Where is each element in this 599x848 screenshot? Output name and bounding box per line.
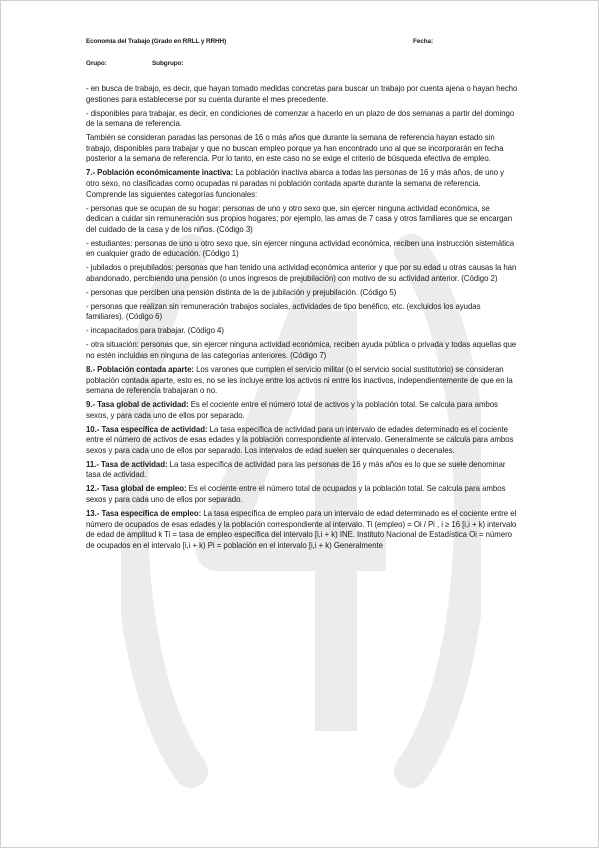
date-label: Fecha: [413, 38, 433, 45]
paragraph [86, 326, 518, 337]
paragraph-text: También se consideran paradas las personas de 16 o más años que durante la semana de referencia hayan estado sin trabajo, disponibles para trabajar y que no buscan empleo porque ya han encontrado uno al que se incorporarán en fecha posterior a la semana de referencia. Por lo tanto, en este caso no se exige el criterio de búsqueda efectiva de empleo. [86, 133, 504, 164]
paragraph-text: - otra situación: personas que, sin ejercer ninguna actividad económica, reciben ayuda pública o privada y todas aquellas que no estén incluidas en ninguna de las categorías anteriores. (Código 7) [86, 340, 517, 360]
paragraph [86, 425, 518, 457]
paragraph [86, 400, 518, 421]
paragraph-text: Es el cociente entre el número total de activos y la población total. Se calcula para ambos sexos, y para cada uno de ellos por separado. [86, 400, 498, 420]
paragraph [86, 460, 518, 481]
paragraph [86, 365, 518, 397]
paragraph-heading: 12.- Tasa global de empleo: [86, 484, 187, 494]
paragraph-text: - estudiantes: personas de uno u otro sexo que, sin ejercer ninguna actividad económica, reciben una instrucción sistemática en cualquier grado de educación. (Código 1) [86, 238, 515, 259]
document-body [86, 84, 518, 555]
paragraph-text: Los varones que cumplen el servicio militar (o el servicio social sustitutorio) se consideran población contada aparte, esto es, no se les incluye entre los activos ni entre los inactivos, independientemente de que en la semana de referencia trabajaran o no. [86, 364, 513, 396]
paragraph-heading: 11.- Tasa de actividad: [86, 459, 168, 469]
paragraph-heading: 8.- Población contada aparte: [86, 364, 194, 374]
course-title: Economía del Trabajo (Grado en RRLL y RRHH) [86, 38, 227, 45]
paragraph-heading: 9.- Tasa global de actividad: [86, 400, 189, 410]
paragraph [86, 168, 518, 200]
paragraph [86, 133, 518, 165]
paragraph-text: - personas que se ocupan de su hogar: personas de uno y otro sexo que, sin ejercer ninguna actividad económica, se dedican a cuidar sin remuneración sus propios hogares; por ejemplo, las amas de 7 casa y otros familiares que se encargan del cuidado de la casa y de los niños. (Código 3) [86, 203, 513, 234]
paragraph-text: - incapacitados para trabajar. (Código 4) [86, 326, 224, 336]
paragraph-heading: 10.- Tasa específica de actividad: [86, 424, 208, 434]
paragraph-text: - jubilados o prejubilados: personas que han tenido una actividad económica anterior y que por su edad u otras causas la han abandonado, percibiendo una pensión (o unos ingresos de prejubilación) con motivo de su actividad anterior. (Código 2) [86, 263, 517, 283]
paragraph [86, 484, 518, 505]
paragraph-text: La tasa específica de actividad para las personas de 16 y más años es lo que se suele denominar tasa de actividad. [86, 459, 506, 480]
document-header [86, 38, 433, 67]
paragraph [86, 302, 518, 323]
paragraph [86, 109, 518, 130]
paragraph [86, 263, 518, 284]
paragraph-heading: 7.- Población económicamente inactiva: [86, 168, 234, 178]
paragraph-text: La población inactiva abarca a todas las personas de 16 y más años, de uno y otro sexo, no clasificadas como ocupadas ni paradas ni población contada aparte durante la semana de referencia. Comprende las siguientes categorías funcionales: [86, 168, 505, 199]
paragraph [86, 509, 518, 551]
paragraph-text: - personas que perciben una pensión distinta de la de jubilación y prejubilación. (Código 5) [86, 287, 397, 297]
paragraph [86, 340, 518, 361]
paragraph [86, 84, 518, 105]
paragraph-text: Es el cociente entre el número total de ocupados y la población total. Se calcula para ambos sexos y para cada uno de ellos por separado. [86, 484, 506, 505]
paragraph [86, 204, 518, 236]
paragraph-text: - personas que realizan sin remuneración trabajos sociales, actividades de tipo benéfico, etc. (excluidos los ayudas familiares). (Código 6) [86, 301, 481, 322]
paragraph-text: - disponibles para trabajar, es decir, en condiciones de comenzar a hacerlo en un plazo de dos semanas a partir del domingo de la semana de referencia. [86, 108, 515, 129]
paragraph [86, 288, 518, 299]
subgroup-label: Subgrupo: [152, 60, 184, 67]
paragraph [86, 239, 518, 260]
paragraph-heading: 13.- Tasa específica de empleo: [86, 509, 202, 519]
paragraph-text: La tasa específica de empleo para un intervalo de edad determinado es el cociente entre el número de ocupados de esas edades y la población correspondiente al intervalo. Ti (empleo) = Oi / Pi , i ≥ 16 [i,i + k) intervalo de edad de amplitud k Ti = tasa de empleo específica del intervalo [i,i + k) INE. Instituto Nacional de Estadística Oi = número de ocupados en el intervalo [i,i + k) Pi = población en el intervalo [i,i + k) Generalmente [86, 509, 517, 550]
paragraph-text: La tasa específica de actividad para un intervalo de edades determinado es el cociente entre el número de activos de esas edades y la población correspondiente al intervalo. Generalmente se calcula para ambos sexos y para cada uno de ellos por separado. Los intervalos de edad suelen ser quinquenales o decenales. [86, 424, 514, 455]
paragraph-text: - en busca de trabajo, es decir, que hayan tomado medidas concretas para buscar un trabajo por cuenta ajena o hayan hecho gestiones para establecerse por su cuenta durante el mes precedente. [86, 84, 518, 104]
group-label: Grupo: [86, 60, 107, 67]
